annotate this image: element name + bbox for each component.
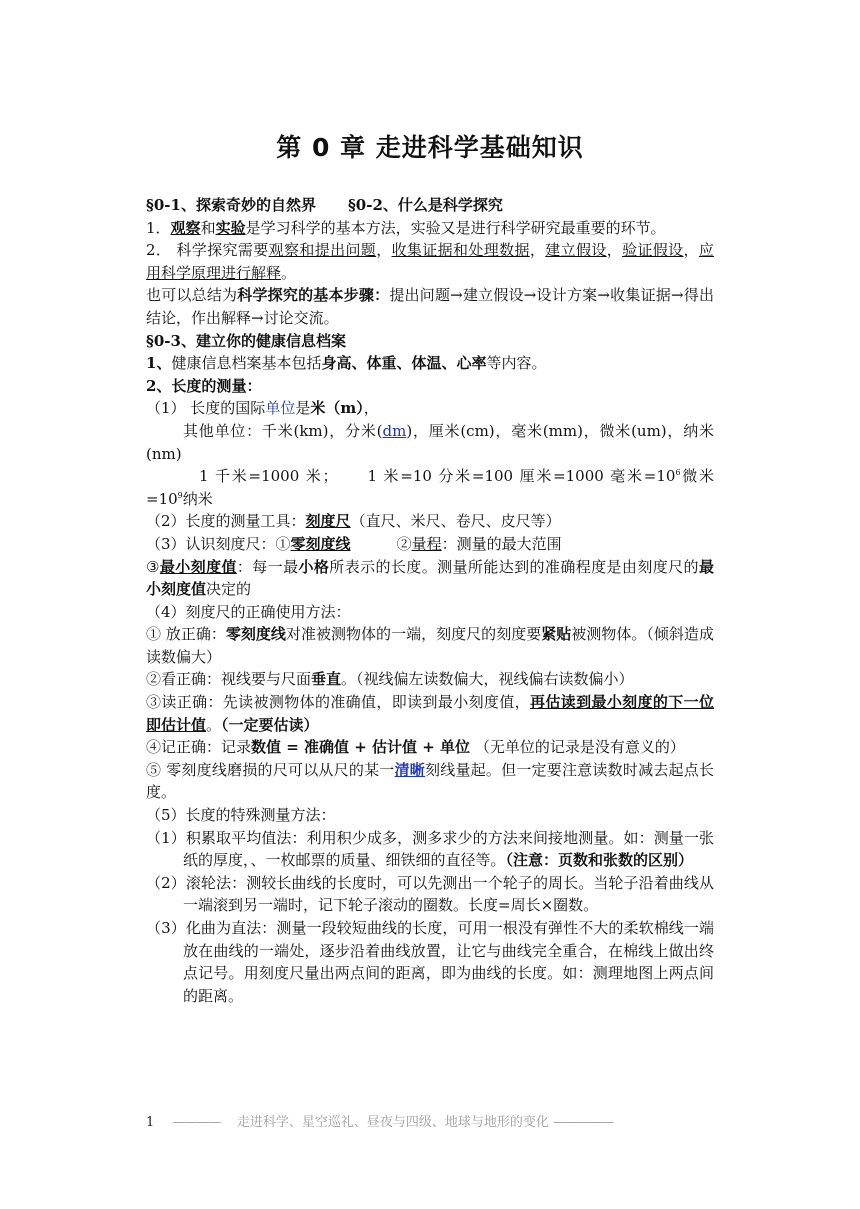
separator: ， — [529, 241, 546, 260]
text-other-units: 其他单位：千米(km)，分米( — [183, 421, 383, 440]
term-close: 紧贴 — [541, 625, 572, 644]
method-wheel — [146, 872, 714, 917]
text-worn-rest: 刻线量起。但一定要注意读数时减去起点长度。 — [146, 760, 714, 802]
text-wheel: 滚轮法：测较长曲线的长度时，可以先测出一个轮子的周长。当轮子沿着曲线从一端滚到另一端时，记下轮子滚动的圈数。长度=周长×圈数。 — [183, 873, 714, 915]
text-m: 1 米=10 分米=100 厘米=1000 毫米=10 — [367, 467, 676, 486]
item-number: （1） — [146, 828, 186, 847]
text-km: 1 千米=1000 米； — [199, 467, 338, 486]
term-collect-evidence: 收集证据和处理数据 — [391, 241, 530, 260]
text-num: ② — [396, 534, 412, 553]
paragraph-health — [146, 352, 714, 375]
text-accumulate: 积累取平均值法：利用积少成多，测多求少的方法来间接地测量。如：测量一张纸的厚度，、一枚邮票的质量、细铁细的直径等。 — [183, 828, 714, 870]
item-number: （3） — [146, 919, 186, 937]
text-place: ① 放正确： — [146, 625, 226, 644]
separator: ， — [363, 399, 379, 418]
term-basic-steps: 科学探究的基本步骤： — [237, 286, 390, 305]
item-number: 1、 — [146, 354, 172, 373]
paragraph-min-value — [146, 556, 714, 601]
term-ruler: 刻度尺 — [305, 512, 351, 531]
method-curve-to-line — [146, 917, 714, 1007]
paragraph-inquiry — [146, 239, 714, 284]
paragraph-conversion — [146, 465, 714, 510]
text-steps: 提出问题→建立假设→设计方案→收集证据→得出结论，作出解释→讨论交流。 — [146, 286, 714, 327]
text-tool: （2）长度的测量工具： — [146, 512, 306, 531]
item-number: （2） — [146, 873, 186, 892]
text-summary: 也可以总结为 — [146, 286, 238, 305]
method-accumulate — [146, 827, 714, 872]
paragraph-steps — [146, 284, 714, 329]
text-other-units-rest: )，厘米(cm)，毫米(mm)，微米(um)，纳米(nm) — [146, 421, 715, 463]
paragraph-tool — [146, 510, 714, 533]
term-min-scale: 最小刻度值 — [159, 557, 237, 576]
text-curve: 化曲为直法：测量一段较短曲线的长度，可用一根没有弹性不大的柔软棉线一端放在曲线的一端处，逐步沿着曲线放置，让它与曲线完全重合，在棉线上做出终点记号。用刻度尺量出两点间的距离，即为曲线的长度。如：测理地图上两点间的距离。 — [183, 919, 714, 1005]
footer-text: 走进科学、星空巡礼、昼夜与四级、地球与地形的变化 — [236, 1115, 549, 1130]
chapter-title: 第 0 章 走进科学基础知识 — [276, 133, 584, 162]
separator: ， — [606, 241, 623, 260]
link-unit[interactable]: 单位 — [265, 399, 296, 418]
term-vertical: 垂直 — [311, 670, 342, 689]
separator: ， — [683, 241, 699, 260]
paragraph-worn-ruler — [146, 759, 714, 804]
term-hypothesis: 建立假设 — [545, 241, 607, 260]
footer-rule: ———— — [172, 1115, 221, 1130]
paragraph-know-ruler — [146, 533, 714, 556]
page-number: 1 — [146, 1115, 155, 1130]
footer-rule: ————— — [552, 1115, 613, 1130]
term-experiment: 实验 — [215, 218, 246, 237]
text-si-unit: （1） 长度的国际 — [146, 399, 266, 418]
text-is: 是 — [295, 399, 311, 418]
term-meter: 米（m） — [310, 399, 364, 418]
term-small-grid: 小格 — [298, 557, 330, 576]
term-observe-question: 观察和提出问题 — [268, 241, 377, 260]
section-heading-0-1-0-2 — [146, 194, 714, 217]
section-heading-0-3: §0-3、建立你的健康信息档案 — [146, 331, 346, 350]
text-know: （3）认识刻度尺：① — [146, 534, 291, 553]
length-heading: 2、长度的测量： — [146, 376, 262, 395]
text-decides: 决定的 — [206, 580, 252, 599]
text-read: ③读正确：先读被测物体的准确值，即读到最小刻度值， — [146, 693, 531, 712]
special-heading: （5）长度的特殊测量方法： — [146, 806, 336, 825]
paragraph-si-unit — [146, 397, 714, 420]
section-0-1: §0-1、探索奇妙的自然界 — [146, 196, 316, 214]
separator: 。 — [281, 263, 297, 282]
term-zero-line: 零刻度线 — [225, 625, 286, 644]
text-look: ②看正确：视线要与尺面 — [146, 670, 312, 689]
text-range: ：测量的最大范围 — [441, 534, 562, 553]
text-methods: 是学习科学的基本方法，实验又是进行科学研究最重要的环节。 — [245, 218, 666, 237]
text-num: ③ — [146, 557, 160, 576]
item-number: 2． 科学探究需要 — [146, 241, 269, 260]
term-explain: 应用科学原理进行解释 — [146, 241, 714, 282]
link-clear[interactable]: 清晰 — [394, 760, 425, 779]
page-footer — [146, 1111, 706, 1130]
content-body — [146, 194, 714, 1007]
text-look-note: 。（视线偏左读数偏大，视线偏右读数偏小） — [341, 670, 634, 689]
term-observe: 观察 — [170, 218, 201, 237]
text-health: 健康信息档案基本包括 — [171, 354, 322, 373]
text-nm: 纳米 — [182, 489, 213, 508]
exponent: 6 — [675, 468, 681, 478]
term-range: 量程 — [411, 534, 442, 553]
exponent: 9 — [177, 490, 183, 500]
text-align: 对准被测物体的一端，刻度尺的刻度要 — [285, 625, 542, 644]
text-and: 和 — [200, 218, 216, 237]
text-um: 微米=10 — [146, 467, 714, 508]
separator: ， — [376, 241, 392, 260]
term-estimate: 再估读到最小刻度的下一位即估计值 — [146, 693, 714, 734]
item-number: 1． — [146, 218, 171, 237]
term-health-items: 身高、体重、体温、心率 — [321, 354, 487, 373]
use-heading: （4）刻度尺的正确使用方法： — [146, 602, 351, 621]
text-precision: 所表示的长度。测量所能达到的准确程度是由刻度尺的 — [329, 557, 699, 576]
text-ruler-types: （直尺、米尺、卷尺、皮尺等） — [350, 512, 561, 531]
paragraph-read — [146, 691, 714, 736]
paragraph-look — [146, 668, 714, 691]
link-dm[interactable]: dm — [382, 421, 407, 440]
paragraph-record — [146, 736, 714, 759]
paragraph-methods — [146, 217, 714, 240]
paragraph-other-units — [146, 420, 714, 465]
term-verify: 验证假设 — [622, 241, 684, 260]
text-etc: 等内容。 — [486, 354, 547, 373]
text-each: ：每一最 — [236, 557, 299, 576]
text-record-note: （无单位的记录是没有意义的） — [470, 738, 685, 757]
term-must-estimate: （一定要估读） — [221, 715, 319, 734]
separator: 。 — [206, 715, 222, 734]
text-worn: ⑤ 零刻度线磨损的尺可以从尺的某一 — [146, 760, 395, 779]
term-note-pages: （注意：页数和张数的区别） — [505, 851, 694, 870]
paragraph-place — [146, 623, 714, 668]
text-object: 被测物体。（倾斜造成读数偏大） — [146, 625, 714, 666]
section-0-2: §0-2、什么是科学探究 — [347, 196, 503, 214]
term-formula: 数值 = 准确值 + 估计值 + 单位 — [251, 738, 471, 757]
text-record: ④记正确：记录 — [146, 738, 252, 757]
term-min-scale: 最小刻度值 — [146, 557, 714, 599]
term-zero-line: 零刻度线 — [290, 534, 351, 553]
